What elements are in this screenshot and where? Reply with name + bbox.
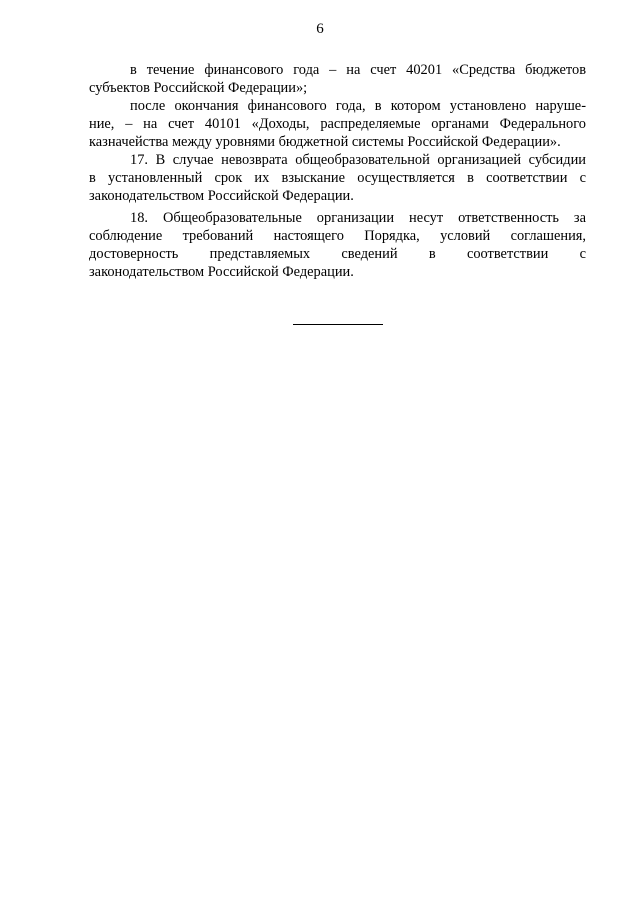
text-line: законодательством Российской Федерации.	[89, 264, 354, 280]
end-of-document-rule	[293, 324, 383, 325]
paragraph-budget-account-after-year	[89, 97, 586, 151]
paragraph-budget-account-current-year	[89, 61, 586, 97]
text-line: 17. В случае невозврата общеобразовательной организацией субсидии	[130, 152, 586, 168]
text-line: субъектов Российской Федерации»;	[89, 80, 308, 96]
text-line: соблюдение требований настоящего Порядка, условий соглашения,	[89, 228, 586, 244]
text-line: в установленный срок их взыскание осуществляется в соответствии с	[89, 170, 586, 186]
paragraph-17-recovery	[89, 151, 586, 205]
document-body	[89, 61, 586, 281]
page-number: 6	[316, 21, 324, 37]
paragraph-18-responsibility	[89, 209, 586, 281]
text-line: законодательством Российской Федерации.	[89, 188, 354, 204]
text-line: в течение финансового года – на счет 40201 «Средства бюджетов	[130, 62, 586, 78]
text-line: казначейства между уровнями бюджетной системы Российской Федерации».	[89, 134, 561, 150]
text-line: достоверность представляемых сведений в соответствии с	[89, 246, 586, 262]
text-line: после окончания финансового года, в котором установлено наруше-	[130, 98, 586, 114]
text-line: ние, – на счет 40101 «Доходы, распределяемые органами Федерального	[89, 116, 586, 132]
text-line: 18. Общеобразовательные организации несут ответственность за	[130, 210, 586, 226]
